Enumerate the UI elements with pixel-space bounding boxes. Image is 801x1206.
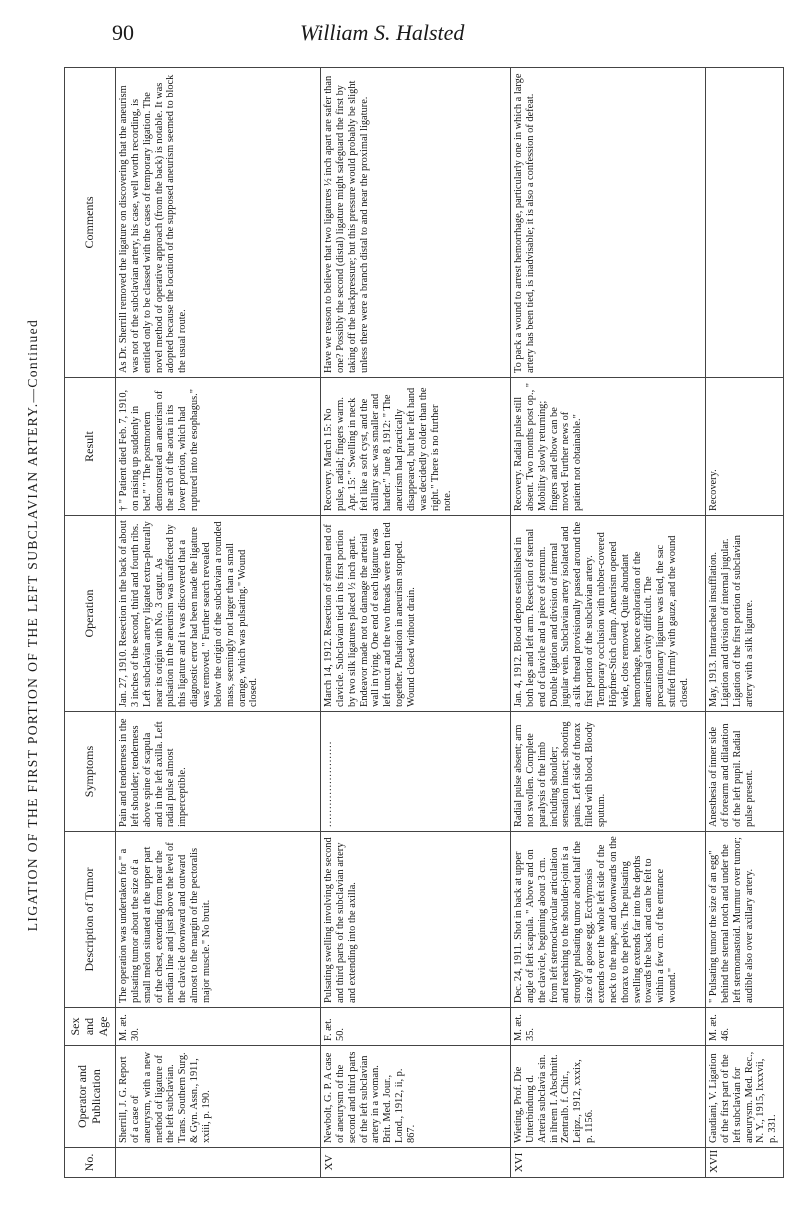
comments: As Dr. Sherrill removed the ligature on discovering that the aneurism was not of the subclavian artery, his case, well worth recording, is entitled only to be classed with the cases of temporary ligation. The novel method of operative approach (from the back) is notable. It was adopted because the location of the supposed aneurism seemed to block the usual route. (116, 68, 321, 378)
sex-age: M. æt. 46. (706, 1008, 784, 1046)
table-row (116, 68, 321, 1178)
col-header-operator: Operator and Publication (65, 1046, 116, 1148)
operation: May, 1913. Intratracheal insufflation. Ligation and division of internal jugular. Ligation of the first portion of subclavian artery with a silk ligature. (706, 516, 784, 712)
case-number: XVI (511, 1148, 706, 1178)
tumor-description: " Pulsating tumor the size of an egg" behind the sternal notch and under the left sternomastoid. Murmur over tumor; audible also over axillary artery. (706, 832, 784, 1008)
operator-publication: Wieting, Prof. Die Unterbindung d. Arteria subclavia sin. in ihrem I. Abschnitt. Zentralb. f. Chir., Leipz., 1912, xxxix, p. 1156. (511, 1046, 706, 1148)
col-header-no: No. (65, 1148, 116, 1178)
comments: To pack a wound to arrest hemorrhage, particularly one in which a large artery has been tied, is inadvisable; it is also a confession of defeat. (511, 68, 706, 378)
operation: Jan. 27, 1910. Resection in the back of about 3 inches of the second, third and fourth ribs. Left subclavian artery ligated extra-pleurally near its origin with No. 3 catgut. As pulsation in the aneurism was unaffected by this ligature and it was discovered that a diagnostic error had been made the ligature was removed. " Further search revealed below the origin of the subclavian a rounded mass, seemingly not larger than a small orange, which was pulsating." Wound closed. (116, 516, 321, 712)
result: Recovery. (706, 378, 784, 516)
symptoms: Radial pulse absent; arm not swollen. Complete paralysis of the limb including shoulder; sensation intact; shooting pains. Left side of thorax filled with blood. Bloody sputum. (511, 712, 706, 832)
rotated-table-container (64, 68, 779, 1178)
ligation-cases-table (64, 67, 784, 1178)
table-row (706, 68, 784, 1178)
running-head: William S. Halsted (300, 20, 465, 45)
symptoms: Anesthesia of inner side of forearm and dilatation of the left pupil. Radial pulse present. (706, 712, 784, 832)
tumor-description: The operation was undertaken for " a pulsating tumor about the size of a small melon situated at the upper part of the chest, extending from near the median line and just above the level of the clavicle downward and outward almost to the margin of the pectoralis major muscle." No bruit. (116, 832, 321, 1008)
col-header-operation: Operation (65, 516, 116, 712)
result: † " Patient died Feb. 7, 1910, on raising up suddenly in bed." " The postmortem demonstrated an aneurism of the arch of the aorta in its lower portion, which had ruptured into the esophagus." (116, 378, 321, 516)
comments: Have we reason to believe that two ligatures ½ inch apart are safer than one? Possibly the second (distal) ligature might safeguard the first by taking off the backpressure; but this pressure would probably be slight unless there were a branch distal to and near the proximal ligature. (321, 68, 511, 378)
operator-publication: Newbolt, G. P. A case of aneurysm of the second and third parts of the left subclavian artery in a woman. Brit. Med. Jour., Lond., 1912, ii, p. 867. (321, 1046, 511, 1148)
case-number: XV (321, 1148, 511, 1178)
page-header (0, 0, 801, 70)
case-number: XVII (706, 1148, 784, 1178)
operation: March 14, 1912. Resection of sternal end of clavicle. Subclavian tied in its first portion by two silk ligatures placed ½ inch apart. Endeavor made not to damage the arterial wall in tying. One end of each ligature was left uncut and the two threads were then tied together. Pulsation in aneurism stopped. Wound closed without drain. (321, 516, 511, 712)
col-header-sex-age: Sex and Age (65, 1008, 116, 1046)
col-header-result: Result (65, 378, 116, 516)
sex-age: F. æt. 50. (321, 1008, 511, 1046)
col-header-symptoms: Symptoms (65, 712, 116, 832)
operator-publication: Sherrill, J. G. Report of a case of aneurysm, with a new method of ligature of the left subclavian. Trans. Southern Surg. & Gyn. Assn., 1911, xxiii, p. 190. (116, 1046, 321, 1148)
col-header-tumor: Description of Tumor (65, 832, 116, 1008)
page-number: 90 (112, 20, 134, 45)
table-title: LIGATION OF THE FIRST PORTION OF THE LEFT SUBCLAVIAN ARTERY.—Continued (25, 318, 40, 932)
symptoms: ........................ (321, 712, 511, 832)
col-header-comments: Comments (65, 68, 116, 378)
tumor-description: Dec. 24, 1911. Shot in back at upper angle of left scapula. " Above and on the clavicle, beginning about 3 cm. from left sternoclavicular articulation and reaching to the shoulder-joint is a strongly pulsating tumor about half the size of a goose egg. Ecchymosis extends over the whole left side of the neck to the nape, and downwards on the thorax to the pelvis. The pulsating swelling extends far into the depths towards the back and can be felt to within a few cm. of the entrance wound." (511, 832, 706, 1008)
tumor-description: Pulsating swelling involving the second and third parts of the subclavian artery and extending into the axilla. (321, 832, 511, 1008)
table-header-row (65, 68, 116, 1178)
operation: Jan. 4, 1912. Blood depots established in both legs and left arm. Resection of sternal end of clavicle and a piece of sternum. Double ligation and division of internal jugular vein. Subclavian artery isolated and a silk thread provisionally passed around the first portion of the subclavian artery. Temporary occlusion with rubber-covered Höpfner-Stich clamp. Aneurism opened wide, clots removed. Quite abundant hemorrhage, hence exploration of the aneurismal cavity difficult. The precautionary ligature was tied, the sac stuffed firmly with gauze, and the wound closed. (511, 516, 706, 712)
sex-age: M. æt. 30. (116, 1008, 321, 1046)
result: Recovery. March 15: No pulse, radial; fingers warm. Apr. 15: " Swelling in neck felt like a soft cyst, and the axillary sac was smaller and harder." June 8, 1912: " The aneurism had practically disappeared, but her left hand was decidedly colder than the right." There is no further note. (321, 378, 511, 516)
comments (706, 68, 784, 378)
table-row (321, 68, 511, 1178)
sex-age: M. æt. 35. (511, 1008, 706, 1046)
table-row (511, 68, 706, 1178)
operator-publication: Gaudiani, V. Ligation of the first part of the left subclavian for aneurysm. Med. Rec., N. Y., 1915, lxxxvii, p. 331. (706, 1046, 784, 1148)
symptoms: Pain and tenderness in the left shoulder; tenderness above spine of scapula and in the left axilla. Left radial pulse almost imperceptible. (116, 712, 321, 832)
table-title-container (16, 70, 50, 1180)
case-number (116, 1148, 321, 1178)
result: Recovery. Radial pulse still absent. Two months post op., " Mobility slowly returning; fingers and elbow can be moved. Further news of patient not obtainable." (511, 378, 706, 516)
